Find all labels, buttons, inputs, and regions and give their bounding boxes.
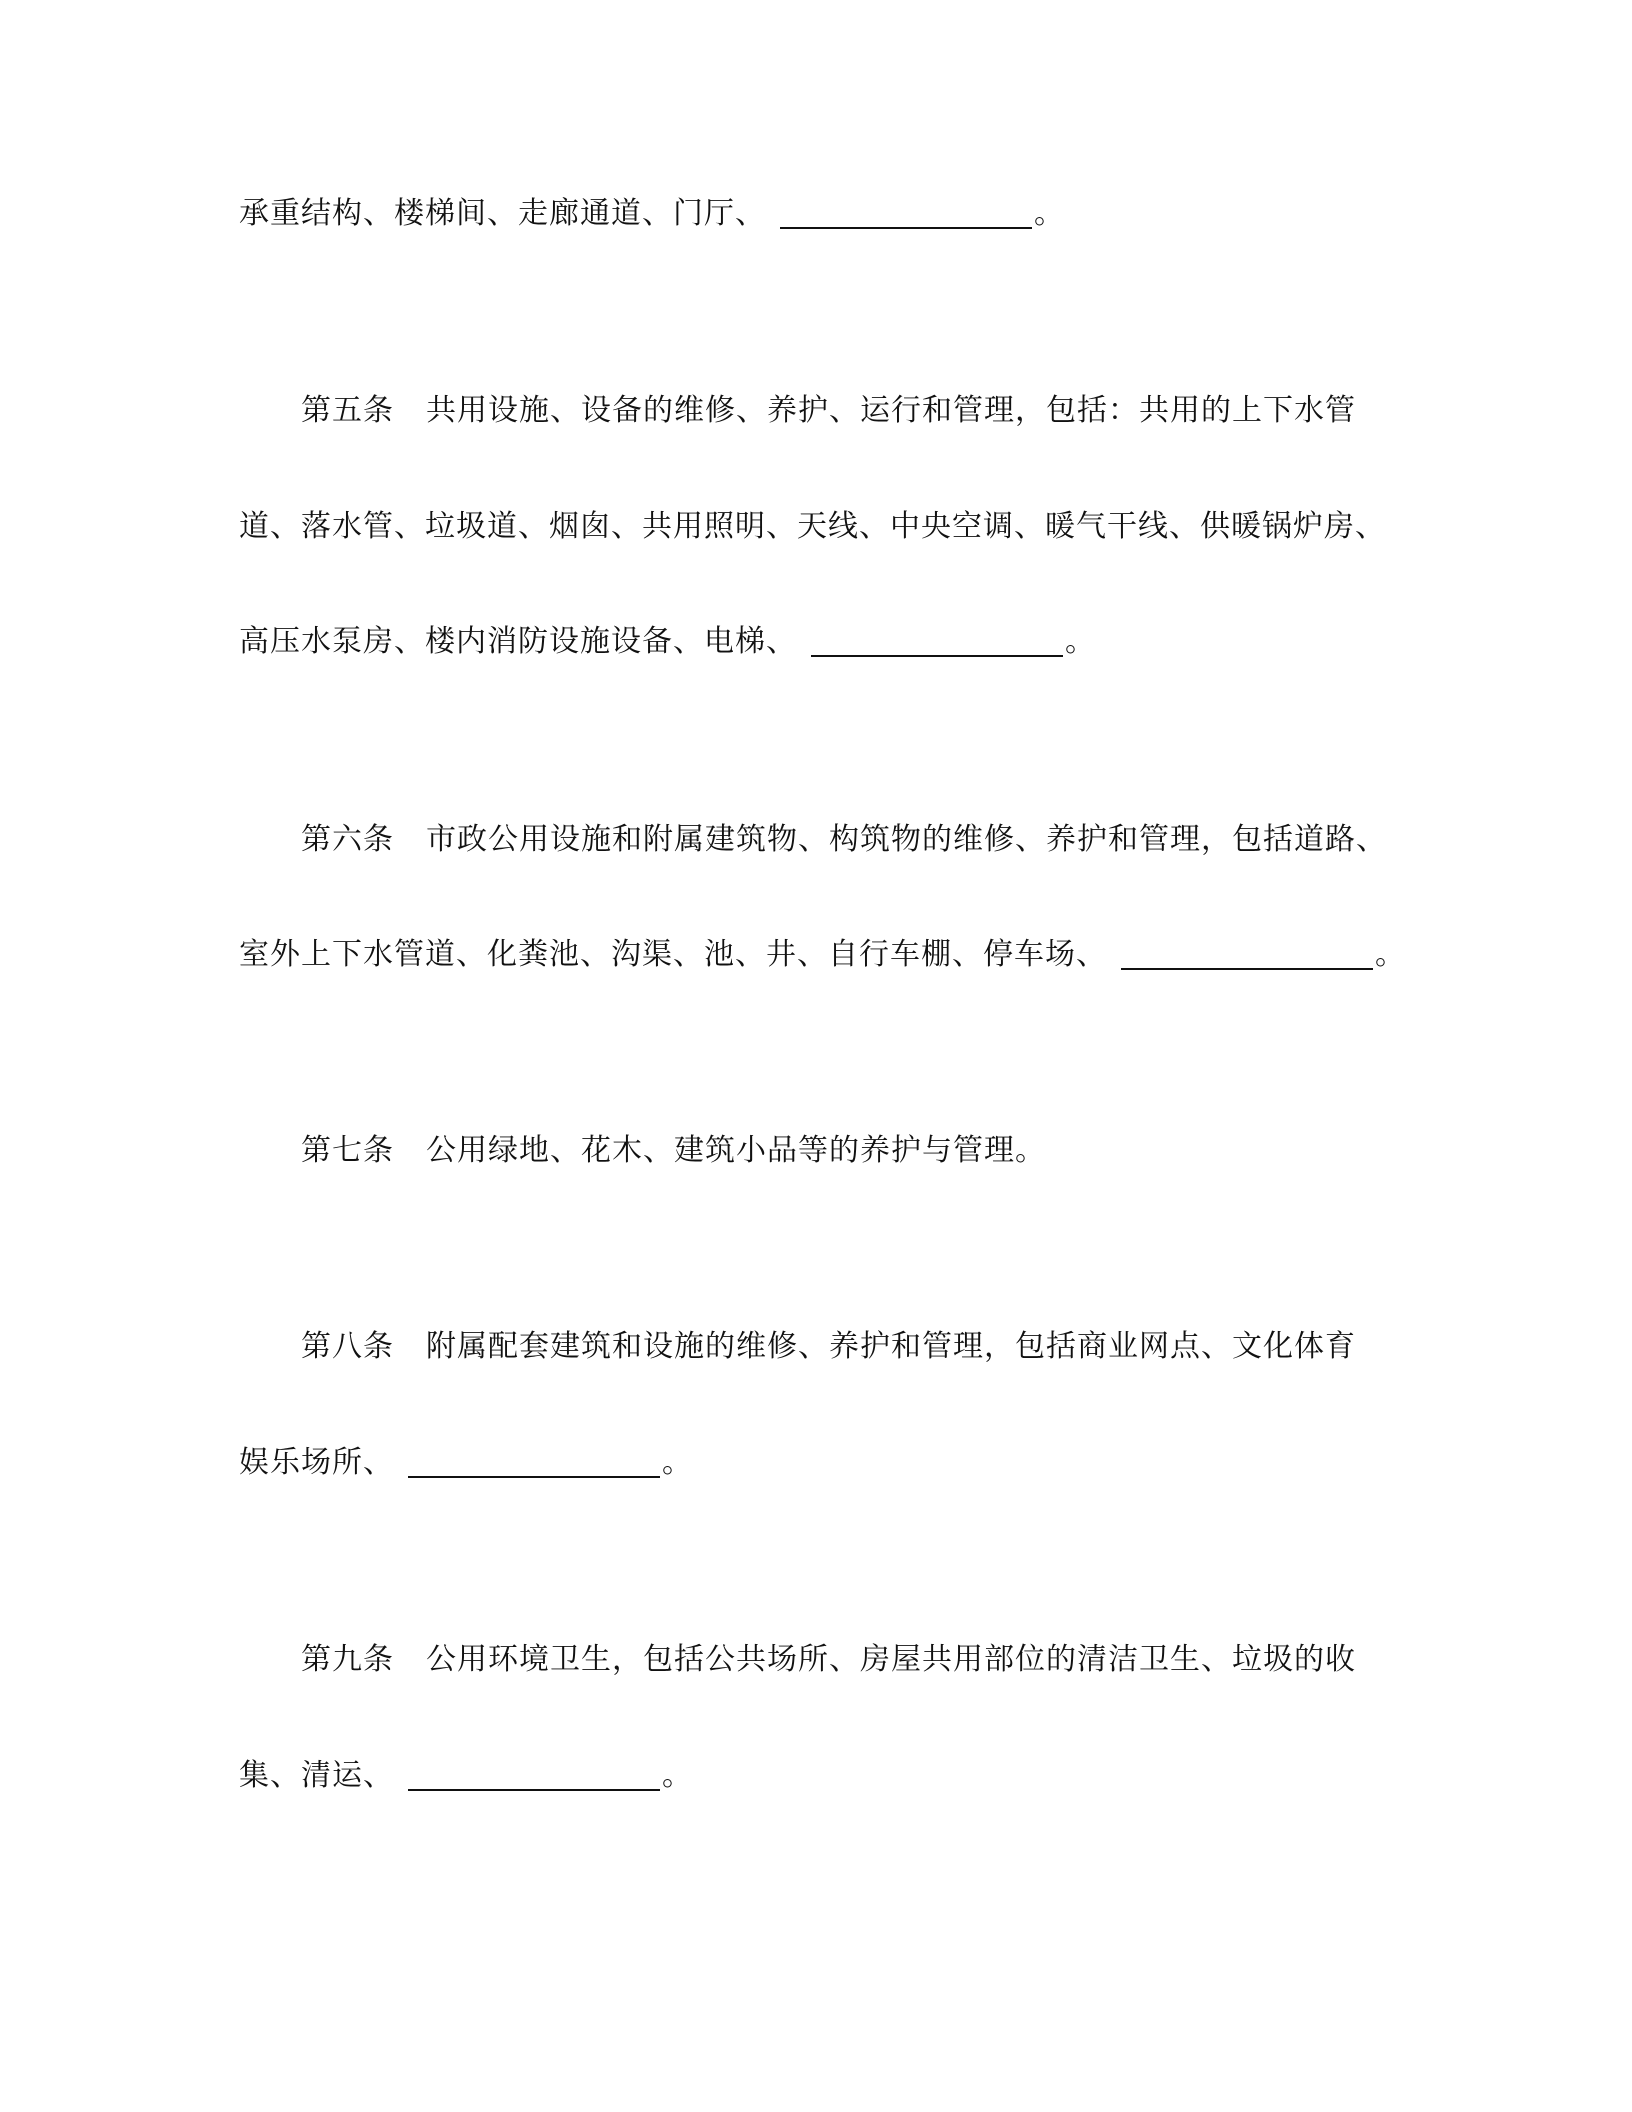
article-number: 第五条: [301, 393, 394, 428]
text-line: [239, 194, 1065, 234]
line-text: 承重结构、楼梯间、走廊通道、门厅、: [239, 196, 766, 231]
line-text: 道、落水管、垃圾道、烟囱、共用照明、天线、中央空调、暖气干线、供暖锅炉房、: [239, 509, 1386, 544]
line-text: 公用绿地、花木、建筑小品等的养护与管理。: [426, 1133, 1046, 1168]
text-line: [239, 1756, 693, 1796]
article-9-heading-line: [239, 1640, 1356, 1680]
article-6-heading-line: [239, 820, 1387, 860]
line-text: 集、清运、: [239, 1758, 394, 1793]
line-text: 高压水泵房、楼内消防设施设备、电梯、: [239, 624, 797, 659]
fill-in-blank[interactable]: [408, 1761, 660, 1791]
article-number: 第六条: [301, 822, 394, 857]
line-text: 公用环境卫生，包括公共场所、房屋共用部位的清洁卫生、垃圾的收: [426, 1642, 1356, 1677]
line-end: 。: [1065, 624, 1096, 659]
line-text: 室外上下水管道、化粪池、沟渠、池、井、自行车棚、停车场、: [239, 937, 1107, 972]
fill-in-blank[interactable]: [1121, 940, 1373, 970]
text-line: [239, 1443, 693, 1483]
line-end: 。: [1375, 937, 1406, 972]
line-text: 娱乐场所、: [239, 1445, 394, 1480]
line-end: 。: [662, 1445, 693, 1480]
fill-in-blank[interactable]: [780, 199, 1032, 229]
line-text: 市政公用设施和附属建筑物、构筑物的维修、养护和管理，包括道路、: [426, 822, 1387, 857]
article-5-heading-line: [239, 391, 1356, 431]
text-line: [239, 935, 1406, 975]
fill-in-blank[interactable]: [811, 627, 1063, 657]
line-end: 。: [1034, 196, 1065, 231]
article-7-heading-line: [239, 1131, 1046, 1171]
text-line: [239, 507, 1386, 547]
line-text: 附属配套建筑和设施的维修、养护和管理，包括商业网点、文化体育: [426, 1329, 1356, 1364]
article-number: 第八条: [301, 1329, 394, 1364]
line-end: 。: [662, 1758, 693, 1793]
text-line: [239, 622, 1096, 662]
article-number: 第九条: [301, 1642, 394, 1677]
fill-in-blank[interactable]: [408, 1448, 660, 1478]
article-8-heading-line: [239, 1327, 1356, 1367]
line-text: 共用设施、设备的维修、养护、运行和管理，包括：共用的上下水管: [426, 393, 1356, 428]
article-number: 第七条: [301, 1133, 394, 1168]
